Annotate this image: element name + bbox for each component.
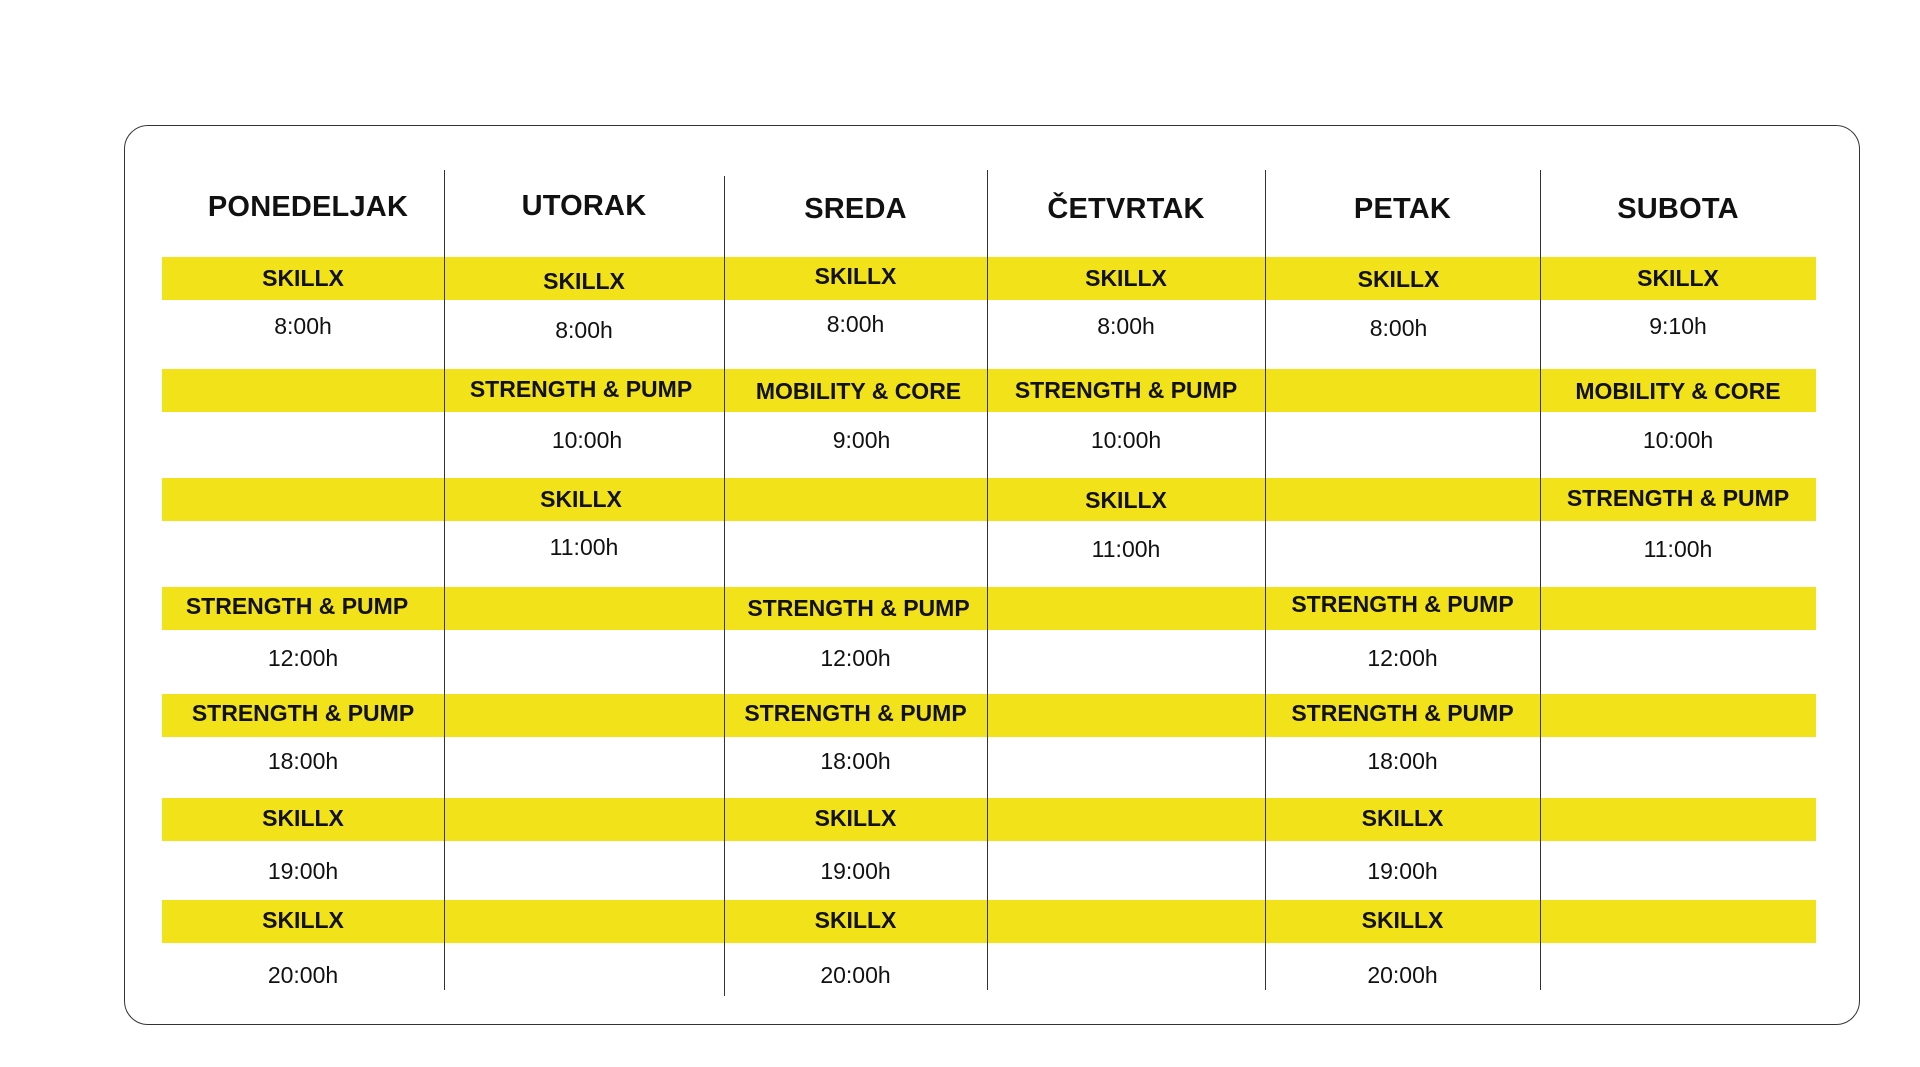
day-header: PONEDELJAK [207,191,409,223]
class-name: MOBILITY & CORE [755,378,962,404]
class-name: STRENGTH & PUMP [1291,700,1514,726]
class-time: 9:00h [832,427,891,453]
class-time: 20:00h [267,962,339,988]
class-name: SKILLX [1085,487,1167,513]
day-header: ČETVRTAK [1047,193,1205,225]
class-time: 20:00h [1367,962,1438,988]
class-name: SKILLX [1361,805,1444,831]
class-time: 8:00h [826,311,885,337]
class-time: 12:00h [267,645,339,671]
day-column-sreda [724,0,987,1067]
class-name: SKILLX [1637,265,1719,291]
class-time: 8:00h [555,317,613,343]
class-time: 10:00h [1090,427,1162,453]
day-header: UTORAK [521,190,647,222]
class-name: STRENGTH & PUMP [469,376,693,402]
class-time: 12:00h [1367,645,1438,671]
class-time: 18:00h [267,748,339,774]
class-name: SKILLX [1361,907,1444,933]
class-name: MOBILITY & CORE [1575,378,1781,404]
class-time: 19:00h [820,858,891,884]
class-name: SKILLX [262,907,344,933]
class-name: SKILLX [814,263,897,289]
class-time: 10:00h [551,427,623,453]
day-header: PETAK [1353,193,1452,225]
class-time: 8:00h [274,313,332,339]
class-name: SKILLX [543,268,625,294]
class-time: 11:00h [1091,536,1161,562]
class-name: STRENGTH & PUMP [1291,591,1514,617]
class-name: SKILLX [814,805,897,831]
class-name: STRENGTH & PUMP [1566,485,1790,511]
class-name: SKILLX [1085,265,1167,291]
class-time: 8:00h [1369,315,1428,341]
class-time: 20:00h [820,962,891,988]
class-time: 12:00h [820,645,891,671]
class-name: SKILLX [540,486,622,512]
class-name: SKILLX [1357,266,1440,292]
class-time: 18:00h [820,748,891,774]
class-time: 10:00h [1642,427,1714,453]
day-header: SREDA [804,193,907,225]
day-header: SUBOTA [1617,193,1739,225]
day-column-petak [1265,0,1540,1067]
class-name: STRENGTH & PUMP [191,700,415,726]
class-time: 19:00h [267,858,339,884]
class-time: 19:00h [1367,858,1438,884]
class-name: STRENGTH & PUMP [1014,377,1238,403]
class-name: STRENGTH & PUMP [744,700,967,726]
class-name: STRENGTH & PUMP [747,595,970,621]
class-time: 9:10h [1649,313,1707,339]
class-name: SKILLX [262,265,344,291]
class-name: SKILLX [262,805,344,831]
day-column-utorak [444,0,724,1067]
class-time: 11:00h [549,534,619,560]
day-column-cetvrtak [987,0,1265,1067]
day-column-subota [1540,0,1816,1067]
class-time: 18:00h [1367,748,1438,774]
class-time: 11:00h [1643,536,1713,562]
class-name: STRENGTH & PUMP [185,593,409,619]
class-name: SKILLX [814,907,897,933]
class-time: 8:00h [1097,313,1155,339]
day-column-ponedeljak [162,0,444,1067]
